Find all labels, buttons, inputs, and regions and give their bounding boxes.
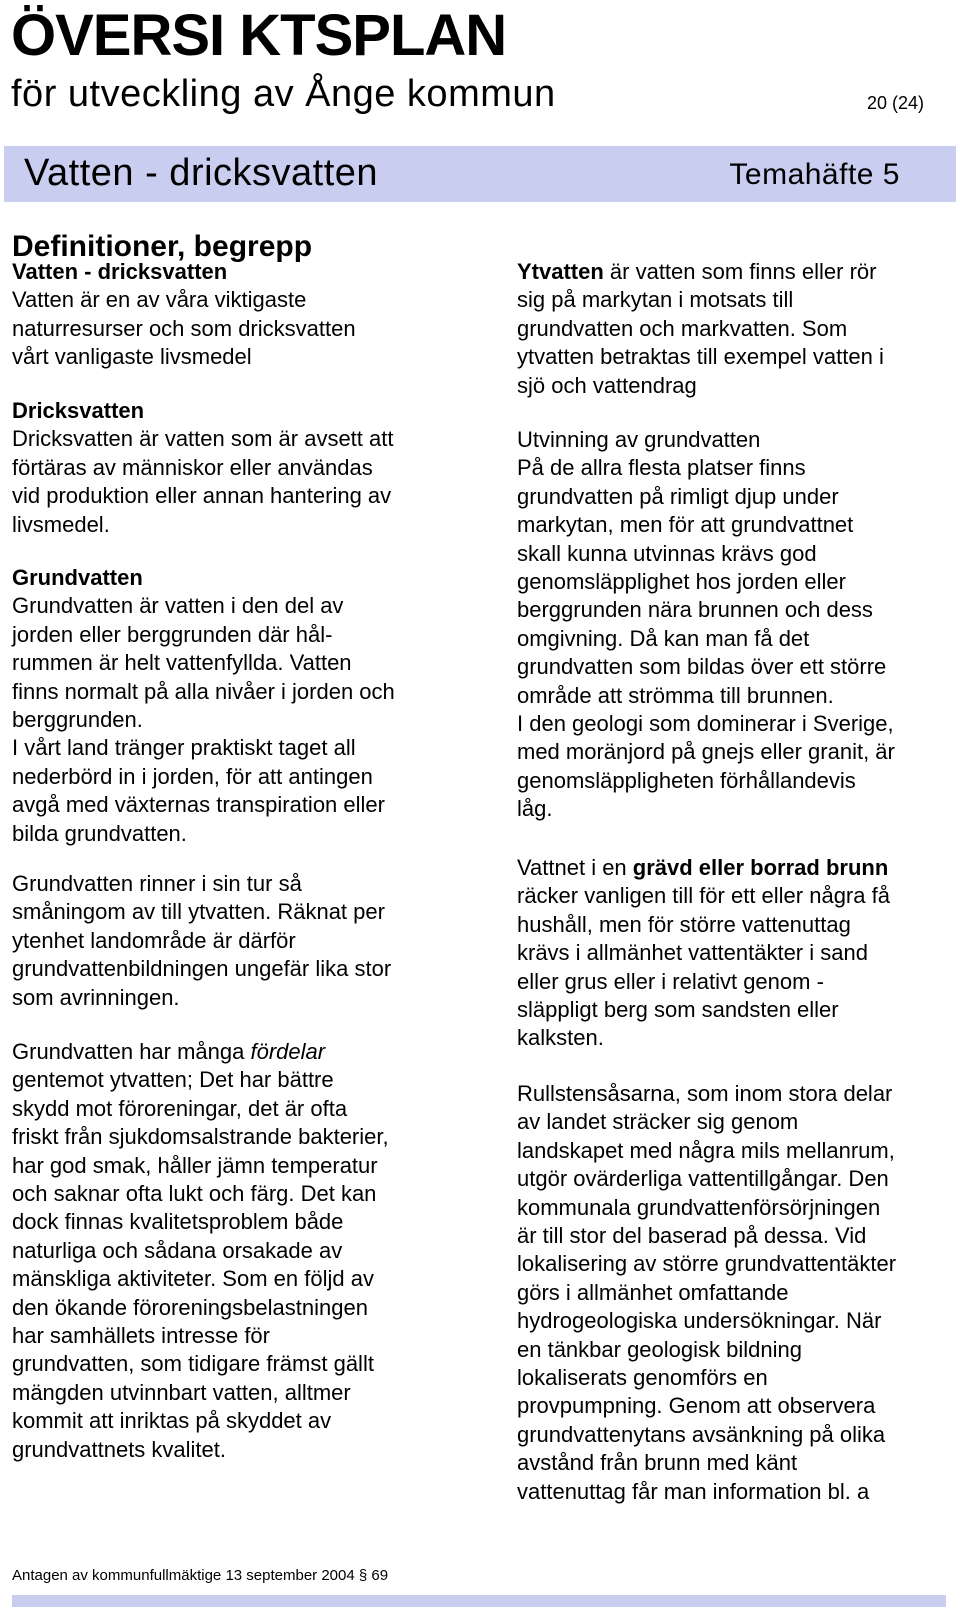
text-line: markytan, men för att grundvattnet	[517, 512, 854, 538]
text-line: finns normalt på alla nivåer i jorden och	[12, 678, 395, 704]
definitions-heading: Definitioner, begrepp	[12, 230, 313, 263]
text-line	[517, 854, 957, 882]
bold-term: Ytvatten	[517, 259, 604, 284]
section-heading: Dricksvatten	[12, 398, 145, 423]
paragraph-fordelar	[12, 1038, 482, 1464]
text-line: räcker vanligen till för ett eller några få	[517, 883, 890, 909]
text-line: bilda grundvatten.	[12, 820, 187, 846]
text-line: vårt vanligaste livsmedel	[12, 344, 252, 370]
text-line: Rullstensåsarna, som inom stora delar	[517, 1081, 893, 1106]
text-line: naturresurser och som dricksvatten	[12, 315, 356, 341]
section-heading: Vatten - dricksvatten	[12, 259, 228, 284]
text-line: sjö och vattendrag	[517, 372, 697, 398]
text-line: lokalisering av större grundvattentäkter	[517, 1251, 897, 1277]
text-line: naturliga och sådana orsakade av	[12, 1237, 343, 1263]
text-line: På de allra flesta platser finns	[517, 455, 806, 481]
text-line: friskt från sjukdomsalstrande bakterier,	[12, 1124, 389, 1150]
text-line: hushåll, men för större vattenuttag	[517, 911, 851, 937]
text-line: Dricksvatten är vatten som är avsett att	[12, 426, 394, 452]
footer-text: Antagen av kommunfullmäktige 13 september 2004 § 69	[12, 1567, 389, 1584]
text-line: avstånd från brunn med känt	[517, 1450, 798, 1476]
text-line: grundvatten, som tidigare främst gällt	[12, 1351, 374, 1377]
text-span: Grundvatten har många	[12, 1039, 251, 1064]
section-dricksvatten	[12, 397, 482, 539]
text-line: grundvatten och markvatten. Som	[517, 315, 848, 341]
text-line: landskapet med några mils mellanrum,	[517, 1137, 895, 1163]
section-title: Vatten - dricksvatten	[24, 152, 379, 194]
text-line: Utvinning av grundvatten	[517, 427, 761, 452]
text-line: eller grus eller i relativt genom -	[517, 968, 824, 994]
text-line: hydrogeologiska undersökningar. När	[517, 1308, 882, 1334]
text-line: ytenhet landområde är därför	[12, 927, 296, 953]
text-line: livsmedel.	[12, 511, 110, 537]
text-line: grundvattnets kvalitet.	[12, 1436, 227, 1462]
text-line: görs i allmänhet omfattande	[517, 1279, 789, 1305]
text-line	[517, 258, 957, 286]
page-number: 20 (24)	[866, 93, 924, 113]
bold-term: grävd eller borrad brunn	[632, 855, 889, 880]
section-ytvatten	[517, 258, 957, 400]
text-line: vid produktion eller annan hantering av	[12, 483, 392, 509]
text-line: den ökande föroreningsbelastningen	[12, 1294, 368, 1320]
text-line: som avrinningen.	[12, 984, 180, 1010]
text-line: grundvatten på rimligt djup under	[517, 483, 839, 509]
document-subtitle: för utveckling av Ånge kommun	[11, 73, 556, 115]
section-rullstensasar	[517, 1080, 957, 1506]
text-span: Vattnet i en	[517, 855, 633, 880]
text-line: rummen är helt vattenfyllda. Vatten	[12, 650, 352, 676]
text-line: berggrunden.	[12, 707, 143, 733]
text-line: avgå med växternas transpiration eller	[12, 792, 385, 818]
text-line	[12, 1038, 482, 1066]
section-brunn	[517, 854, 957, 1053]
text-line: mängden utvinnbart vatten, alltmer	[12, 1379, 351, 1405]
text-line: I den geologi som dominerar i Sverige,	[517, 711, 894, 737]
text-line: provpumpning. Genom att observera	[517, 1393, 876, 1419]
text-line: av landet sträcker sig genom	[517, 1109, 799, 1135]
text-line: lokaliserats genomförs en	[517, 1365, 768, 1391]
text-line: har samhällets intresse för	[12, 1323, 270, 1349]
text-line: förtäras av människor eller användas	[12, 454, 373, 480]
section-band	[4, 146, 956, 202]
text-line: omgivning. Då kan man få det	[517, 625, 810, 651]
text-line: ytvatten betraktas till exempel vatten i	[517, 344, 884, 370]
document-title: ÖVERSI KTSPLAN	[11, 3, 507, 68]
text-line: genomsläppligheten förhållandevis	[517, 767, 856, 793]
text-line: grundvattenytans avsänkning på olika	[517, 1421, 886, 1447]
text-line: är till stor del baserad på dessa. Vid	[517, 1223, 867, 1249]
text-line: område att strömma till brunnen.	[517, 682, 834, 708]
text-line: släppligt berg som sandsten eller	[517, 997, 839, 1023]
theme-label: Temahäfte 5	[729, 158, 900, 191]
text-line: Grundvatten är vatten i den del av	[12, 593, 344, 619]
text-line: jorden eller berggrunden där hål-	[12, 621, 333, 647]
section-utvinning	[517, 426, 957, 824]
text-line: med moränjord på gnejs eller granit, är	[517, 739, 895, 765]
section-vatten-dricksvatten	[12, 258, 482, 372]
text-line: sig på markytan i motsats till	[517, 287, 794, 313]
text-line: kommunala grundvattenförsörjningen	[517, 1194, 881, 1220]
text-line: gentemot ytvatten; Det har bättre	[12, 1067, 334, 1093]
text-span: är vatten som finns eller rör	[603, 259, 877, 284]
text-line: kommit att inriktas på skyddet av	[12, 1408, 332, 1434]
section-heading: Grundvatten	[12, 565, 143, 590]
section-grundvatten	[12, 564, 482, 848]
text-line: en tänkbar geologisk bildning	[517, 1336, 802, 1362]
text-line: I vårt land tränger praktiskt taget all	[12, 735, 356, 761]
italic-term: fördelar	[250, 1039, 326, 1064]
text-line: kalksten.	[517, 1025, 604, 1051]
text-line: skydd mot föroreningar, det är ofta	[12, 1095, 348, 1121]
text-line: Grundvatten rinner i sin tur så	[12, 871, 302, 896]
text-line: dock finnas kvalitetsproblem både	[12, 1209, 344, 1235]
text-line: småningom av till ytvatten. Räknat per	[12, 899, 385, 925]
paragraph-avrinning	[12, 870, 482, 1012]
footer-bar	[12, 1595, 946, 1607]
text-line: skall kunna utvinnas krävs god	[517, 540, 817, 566]
text-line: har god smak, håller jämn temperatur	[12, 1152, 378, 1178]
text-line: Vatten är en av våra viktigaste	[12, 287, 307, 313]
text-line: låg.	[517, 796, 553, 822]
text-line: berggrunden nära brunnen och dess	[517, 597, 873, 623]
text-line: och saknar ofta lukt och färg. Det kan	[12, 1181, 377, 1207]
text-line: grundvattenbildningen ungefär lika stor	[12, 956, 392, 982]
text-line: vattenuttag får man information bl. a	[517, 1478, 870, 1504]
text-line: mänskliga aktiviteter. Som en följd av	[12, 1266, 374, 1292]
text-line: genomsläpplighet hos jorden eller	[517, 569, 846, 595]
text-line: krävs i allmänhet vattentäkter i sand	[517, 940, 868, 966]
text-line: grundvatten som bildas över ett större	[517, 654, 887, 680]
text-line: nederbörd in i jorden, för att antingen	[12, 763, 373, 789]
text-line: utgör ovärderliga vattentillgångar. Den	[517, 1166, 889, 1192]
